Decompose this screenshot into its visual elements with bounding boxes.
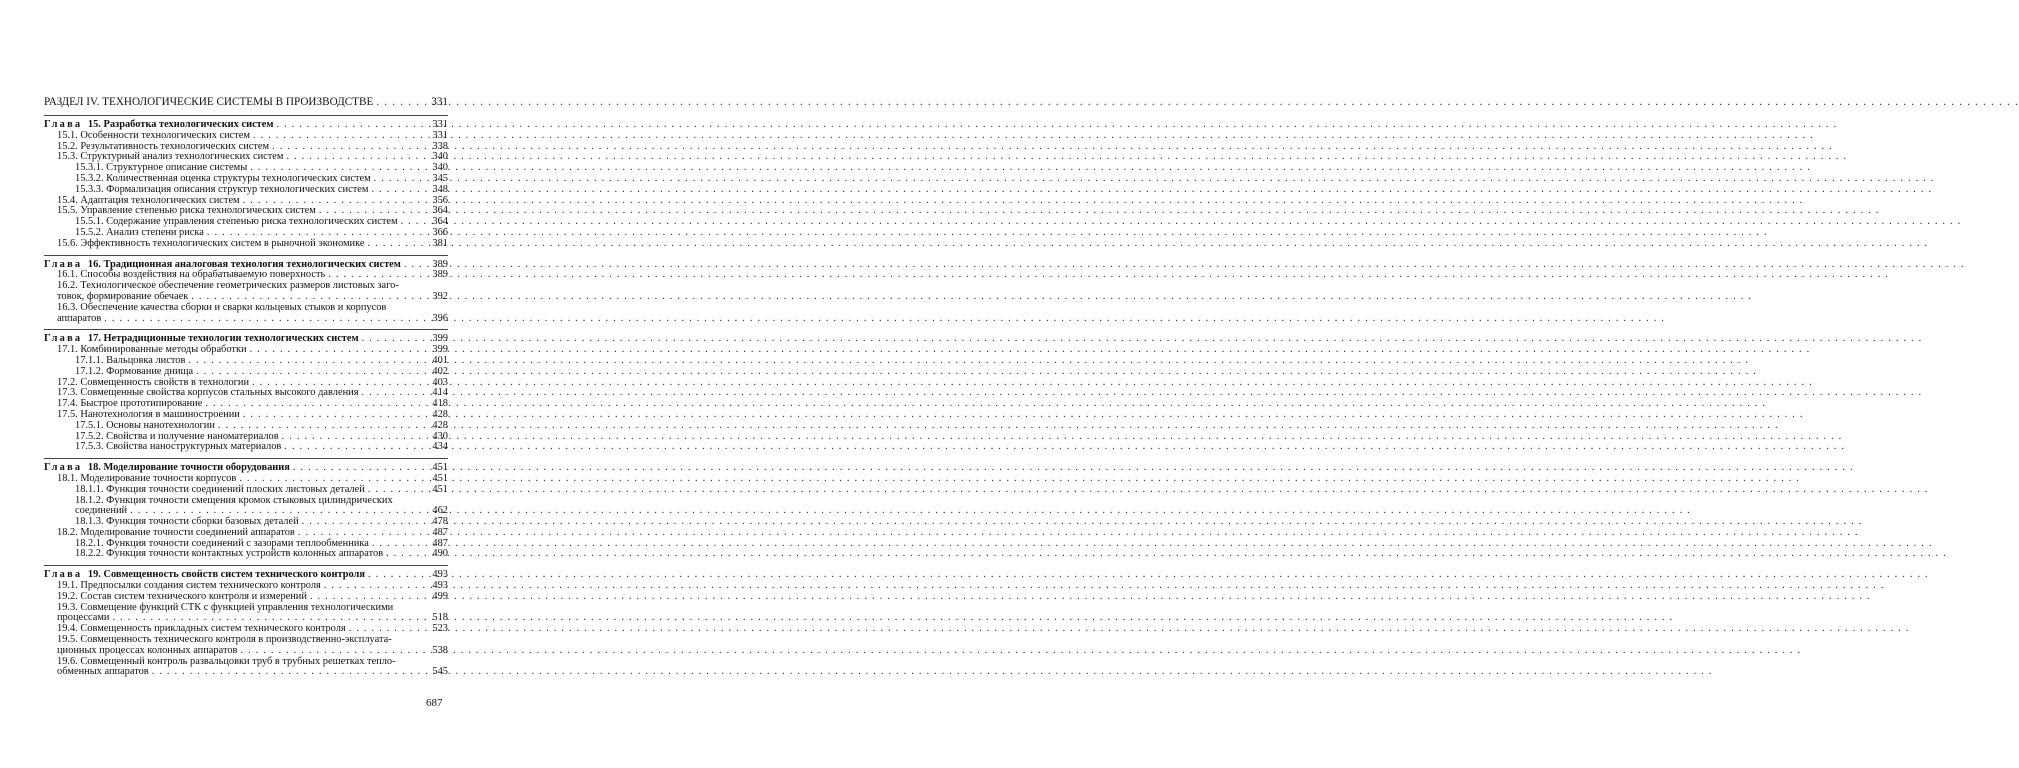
toc-entry-page: 364 [432, 216, 448, 228]
chapter-page: 331 [432, 119, 448, 130]
toc-entry-page: 462 [432, 505, 448, 517]
toc-entry [44, 421, 448, 432]
chapter-divider [44, 329, 448, 330]
toc-entry-page: 478 [432, 516, 448, 528]
toc-entry-page: 523 [432, 623, 448, 635]
table-of-contents [44, 96, 448, 678]
toc-entry-page: 499 [432, 590, 448, 602]
toc-entry-page: 338 [432, 140, 448, 152]
chapter-divider [44, 458, 448, 459]
leader-dots [284, 442, 427, 453]
leader-dots [376, 96, 427, 109]
toc-page [0, 0, 489, 768]
chapter-page: 451 [432, 462, 448, 474]
toc-entry-page: 356 [432, 194, 448, 206]
toc-entry-page: 389 [432, 269, 448, 281]
toc-entry-text: 18.2.1. Функция точности соединений с зазорами теплообменника [75, 537, 369, 549]
toc-entry-text: 15.3.2. Количественная оценка структуры технологических систем [75, 172, 371, 184]
chapter-title: 19. Совмещенность свойств систем технического контроля [87, 569, 365, 581]
toc-entry-text: 15.2. Результативность технологических систем [57, 140, 270, 152]
toc-entry-text: 16.2. Технологическое обеспечение геометрических размеров листовых заго- [57, 280, 399, 292]
toc-entry-page: 490 [432, 548, 448, 560]
leader-dots [196, 367, 427, 378]
toc-entry-page: 340 [432, 162, 448, 174]
leader-dots [218, 421, 427, 432]
chapter-prefix: Глава [44, 569, 83, 581]
toc-entry-text: 15.4. Адаптация технологических систем [57, 194, 240, 206]
chapter-title: 17. Нетрадиционные технологии технологических систем [87, 333, 359, 345]
leader-dots [253, 131, 427, 142]
chapter-page: 389 [432, 258, 448, 270]
toc-entry-text: 19.1. Предпосылки создания систем технического контроля [57, 580, 321, 592]
chapter-title: 15. Разработка технологических систем [87, 119, 274, 130]
toc-entry-page: 414 [432, 387, 448, 399]
chapter-prefix: Глава [44, 333, 83, 345]
toc-entry [44, 442, 448, 453]
toc-entry [44, 485, 448, 496]
toc-entry-cont-text: соединений [75, 505, 128, 517]
toc-entry-text: 17.2. Совмещенность свойств в технологии [57, 376, 250, 388]
chapter-page: 399 [432, 333, 448, 345]
toc-entry-text: 19.3. Совмещение функций СТК с функцией управления технологическими [57, 601, 394, 613]
toc-entry [44, 549, 448, 560]
toc-entry-page: 399 [432, 344, 448, 356]
toc-entry-page: 428 [432, 408, 448, 420]
leader-dots [368, 239, 427, 250]
leader-dots [104, 314, 427, 325]
leader-dots [152, 667, 427, 678]
toc-entry-page: 493 [432, 580, 448, 592]
chapter-divider [44, 115, 448, 116]
toc-entry [44, 131, 448, 142]
leader-dots [386, 549, 427, 560]
chapter-title: 16. Традиционная аналоговая технология технологических систем [87, 258, 401, 270]
toc-entry-page: 331 [432, 129, 448, 141]
toc-entry-page: 348 [432, 183, 448, 195]
toc-entry-text: 16.3. Обеспечение качества сборки и сварки кольцевых стыков и корпусов [57, 301, 387, 313]
toc-entry-page: 518 [432, 612, 448, 624]
toc-entry-page: 418 [432, 398, 448, 410]
toc-entry-text: 15.3.3. Формализация описания структур технологических систем [75, 183, 369, 195]
chapter-divider [44, 255, 448, 256]
toc-entry-text: 19.5. Совмещенность технического контроля в производственно-эксплуата- [57, 634, 392, 646]
chapter-title: 18. Моделирование точности оборудования [87, 462, 290, 474]
toc-entry-text: 18.1.3. Функция точности сборки базовых деталей [75, 516, 299, 528]
toc-entry-text: 17.5.2. Свойства и получение наноматериалов [75, 430, 279, 442]
toc-entry-cont-text: обменных аппаратов [57, 666, 149, 678]
toc-entry-page: 403 [432, 376, 448, 388]
toc-entry-page: 451 [432, 472, 448, 484]
toc-entry [44, 239, 448, 250]
toc-entry-text: 17.4. Быстрое прототипирование [57, 398, 203, 410]
toc-entry-text: 15.3.1. Структурное описание системы [75, 162, 248, 174]
page-number: 687 [426, 697, 443, 709]
chapter-prefix: Глава [44, 119, 83, 130]
toc-entry-continuation [44, 314, 448, 325]
toc-entry-page: 381 [432, 237, 448, 249]
toc-entry-text: 18.1.1. Функция точности соединений плоских листовых деталей [75, 483, 365, 495]
toc-entry-text: 18.1.2. Функция точности смещения кромок стыковых цилиндрических [75, 494, 393, 506]
toc-entry-page: 401 [432, 354, 448, 366]
toc-entry-text: 18.1. Моделирование точности корпусов [57, 472, 237, 484]
toc-entry-text: 15.6. Эффективность технологических систем в рыночной экономике [57, 237, 365, 249]
toc-entry-page: 545 [432, 666, 448, 678]
leader-dots [368, 485, 427, 496]
toc-entry-continuation [44, 667, 448, 678]
toc-entry-cont-text: товок, формирование обечаек [57, 290, 189, 302]
toc-entry-page: 366 [432, 226, 448, 238]
toc-entry-cont-text: аппаратов [57, 312, 102, 324]
toc-entry-text: 15.5. Управление степенью риска технологических систем [57, 205, 316, 217]
toc-entry-text: 17.5. Нанотехнология в машиностроении [57, 408, 240, 420]
toc-entry-text: 16.1. Способы воздействия на обрабатываемую поверхность [57, 269, 326, 281]
toc-entry-cont-text: процессами [57, 612, 110, 624]
toc-entry-line [44, 303, 448, 314]
toc-entry-page: 487 [432, 526, 448, 538]
toc-entry-text: 19.2. Состав систем технического контроля и измерений [57, 590, 307, 602]
chapter-prefix: Глава [44, 462, 83, 474]
part-title-line [44, 96, 373, 109]
chapter-divider [44, 565, 448, 566]
part-title: ТЕХНОЛОГИЧЕСКИЕ СИСТЕМЫ В ПРОИЗВОДСТВЕ [102, 96, 374, 108]
toc-entry-page: 451 [432, 483, 448, 495]
toc-entry-text: 18.2. Моделирование точности соединений аппаратов [57, 526, 295, 538]
toc-entry-text: 19.6. Совмещенный контроль развальцовки труб в трубных решетках тепло- [57, 655, 396, 667]
toc-entry-page: 340 [432, 151, 448, 163]
part-page: 331 [431, 96, 448, 108]
toc-entry-page: 392 [432, 290, 448, 302]
toc-entry-text: 18.2.2. Функция точности контактных устройств колонных аппаратов [75, 548, 384, 560]
toc-entry [44, 185, 448, 196]
toc-entry-page: 428 [432, 419, 448, 431]
toc-entry-text: 17.5.3. Свойства наноструктурных материалов [75, 441, 282, 453]
toc-entry-page: 430 [432, 430, 448, 442]
toc-entry-text: 15.3. Структурный анализ технологических систем [57, 151, 284, 163]
toc-entry-text: 17.5.1. Основы нанотехнологии [75, 419, 215, 431]
part-heading [44, 96, 448, 109]
chapter-page: 493 [432, 569, 448, 581]
toc-entry-text: 15.1. Особенности технологических систем [57, 129, 250, 141]
toc-entry-page: 402 [432, 365, 448, 377]
toc-entry-text: 15.5.2. Анализ степени риска [75, 226, 204, 238]
part-label: РАЗДЕЛ IV. [44, 96, 100, 108]
toc-entry-page: 434 [432, 441, 448, 453]
toc-entry [44, 367, 448, 378]
toc-entry-text: 17.3. Совмещенные свойства корпусов стальных высокого давления [57, 387, 359, 399]
toc-entry-page: 538 [432, 644, 448, 656]
toc-entry-text: 17.1. Комбинированные методы обработки [57, 344, 247, 356]
toc-entry-cont-text: ционных процессах колонных аппаратов [57, 644, 238, 656]
toc-entry-page: 345 [432, 172, 448, 184]
toc-entry-text: 17.1.1. Вальцовка листов [75, 354, 186, 366]
toc-entry-text: 19.4. Совмещенность прикладных систем технического контроля [57, 623, 346, 635]
toc-entry-page: 396 [432, 312, 448, 324]
toc-entry-text: 17.1.2. Формование днища [75, 365, 194, 377]
chapter-prefix: Глава [44, 258, 83, 270]
toc-entry-text: 15.5.1. Содержание управления степенью риска технологических систем [75, 216, 398, 228]
toc-entry-page: 364 [432, 205, 448, 217]
toc-entry-page: 487 [432, 537, 448, 549]
leader-dots [371, 185, 427, 196]
